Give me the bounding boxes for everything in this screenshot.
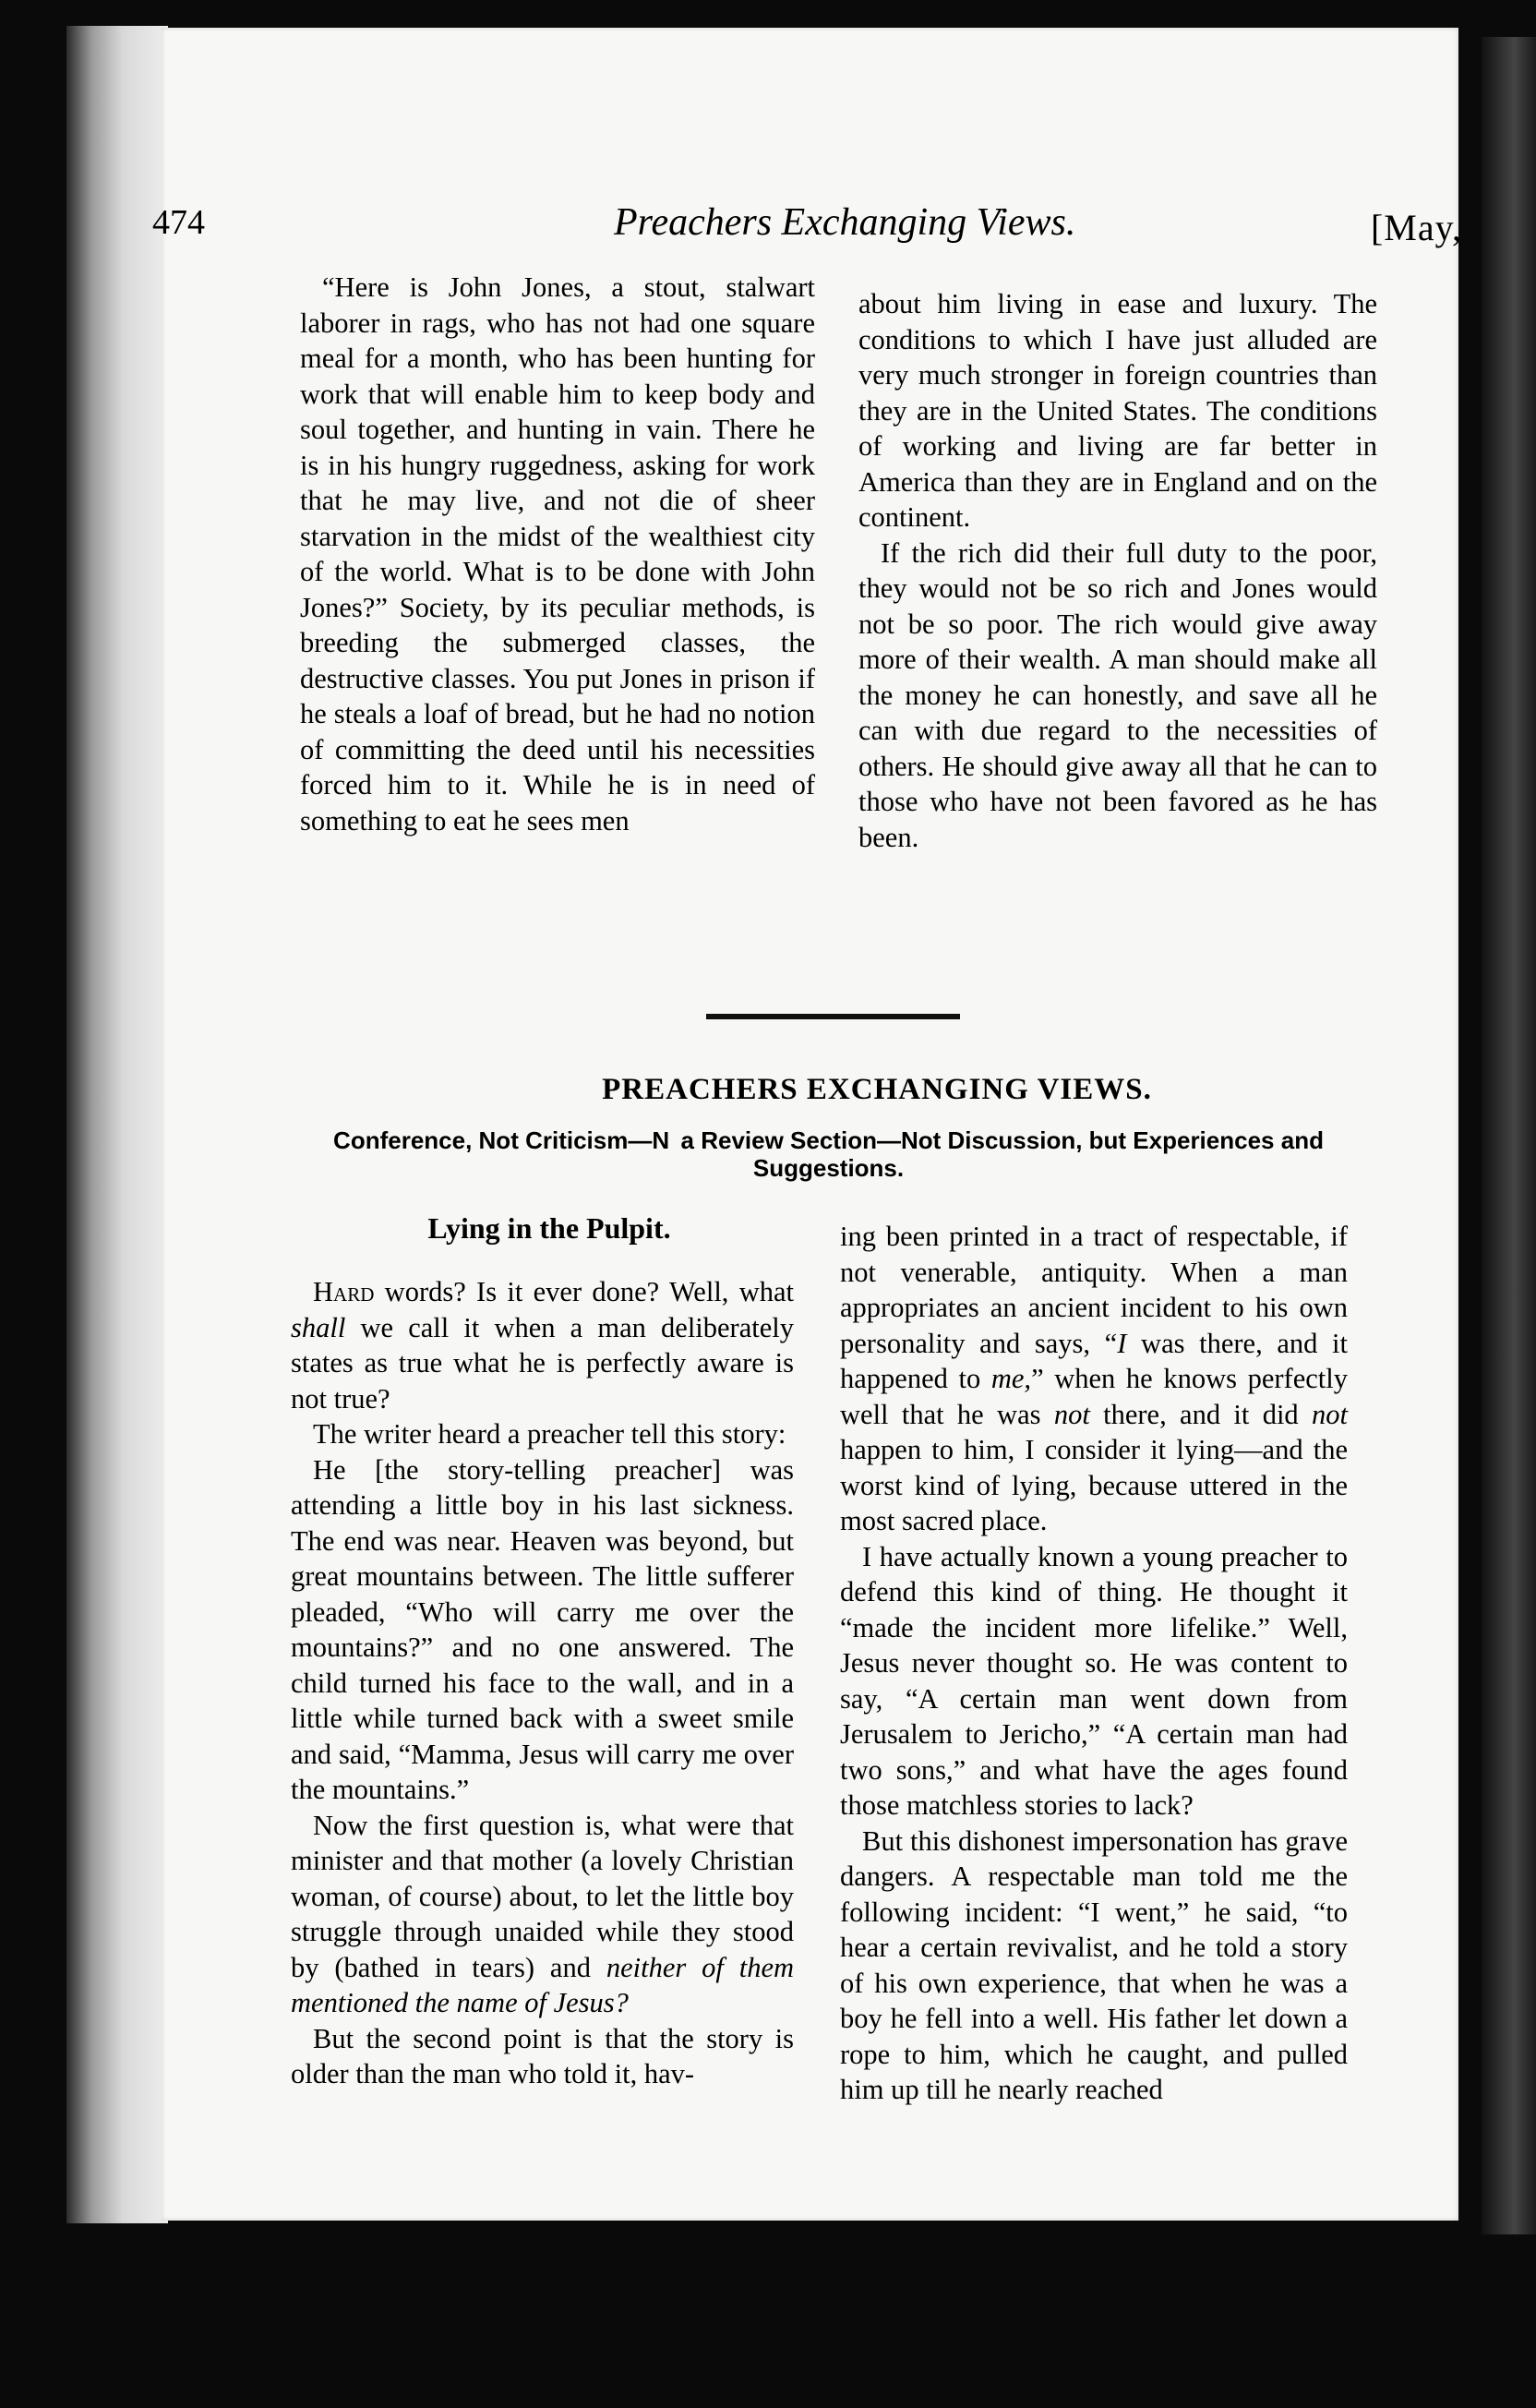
article-right-column <box>840 1219 1348 2108</box>
article-title: Lying in the Pulpit. <box>427 1211 671 1245</box>
section-subtitle: Conference, Not Criticism—N a Review Section—Not Discussion, but Experiences and Suggestions. <box>333 1126 1324 1182</box>
paragraph: Now the first question is, what were that minister and that mother (a lovely Christian woman, of course) about, to let the little boy struggle through unaided while they stood by (bathed in tears) and neither of them mentioned the name of Jesus? <box>291 1809 795 2018</box>
paragraph: If the rich did their full duty to the poor, they would not be so rich and Jones would not be so poor. The rich would give away more of their wealth. A man should make all the money he can honestly, and save all he can with due regard to the necessities of others. He should give away all that he can to those who have not been favored as he has been. <box>858 536 1377 853</box>
lead-word: Hard <box>313 1276 375 1307</box>
paragraph: But this dishonest impersonation has grave dangers. A respectable man told me the following incident: “I went,” he said, “to hear a certain revivalist, and he told a story of his own experience, that when he was a boy he fell into a well. His father let down a rope to him, which he caught, and pulled him up till he nearly reached <box>840 1824 1348 2105</box>
running-month: [May, <box>1370 207 1462 248</box>
top-right-column <box>858 286 1377 855</box>
section-divider <box>706 1014 960 1019</box>
top-left-column <box>300 270 815 838</box>
page-number: 474 <box>152 203 205 242</box>
paragraph: ing been printed in a tract of respectable, if not venerable, antiquity. When a man appropriates an ancient incident to his own personality and says, “I was there, and it happened to me,” when he knows perfectly well that he was not there, and it did not happen to him, I consider it lying—and the worst kind of lying, because uttered in the most sacred place. <box>840 1221 1349 1536</box>
paragraph: I have actually known a young preacher to defend this kind of thing. He thought it “made the incident more lifelike.” Well, Jesus never thought so. He was content to say, “A certain man went down from Jerusalem to Jericho,” “A certain man had two sons,” and what have the ages found those matchless stories to lack? <box>840 1540 1348 1821</box>
paragraph: But the second point is that the story is older than the man who told it, hav- <box>291 2022 794 2089</box>
paragraph: The writer heard a preacher tell this story: <box>313 1418 786 1450</box>
facing-page-edge <box>1482 37 1536 2234</box>
article-left-column <box>291 1274 794 2092</box>
book-page-edge <box>66 26 168 2223</box>
section-title: PREACHERS EXCHANGING VIEWS. <box>602 1073 1152 1106</box>
paragraph: He [the story-telling preacher] was attending a little boy in his last sickness. The end was near. Heaven was beyond, but great mountains between. The little sufferer pleaded, “Who will carry me over the mountains?” and no one answered. The child turned his face to the wall, and in a little while turned back with a sweet smile and said, “Mamma, Jesus will carry me over the mountains.” <box>291 1453 794 1805</box>
paragraph: “Here is John Jones, a stout, stalwart laborer in rags, who has not had one square meal for a month, who has been hunting for work that will enable him to keep body and soul together, and hunting in vain. There he is in his hungry ruggedness, asking for work that he may live, and not die of sheer starvation in the midst of the wealthiest city of the world. What is to be done with John Jones?” Society, by its peculiar methods, is breeding the submerged classes, the destructive classes. You put Jones in prison if he steals a loaf of bread, but he had no notion of committing the deed until his necessities forced him to it. While he is in need of something to eat he sees men <box>300 271 815 837</box>
running-header <box>152 189 1462 254</box>
running-title: Preachers Exchanging Views. <box>614 201 1076 244</box>
paragraph: Hard words? Is it ever done? Well, what shall we call it when a man deliberately states as true what he is perfectly aware is not true? <box>291 1276 794 1415</box>
paragraph: about him living in ease and luxury. The conditions to which I have just alluded are very much stronger in foreign countries than they are in the United States. The conditions of working and living are far better in America than they are in England and on the continent. <box>858 288 1377 533</box>
